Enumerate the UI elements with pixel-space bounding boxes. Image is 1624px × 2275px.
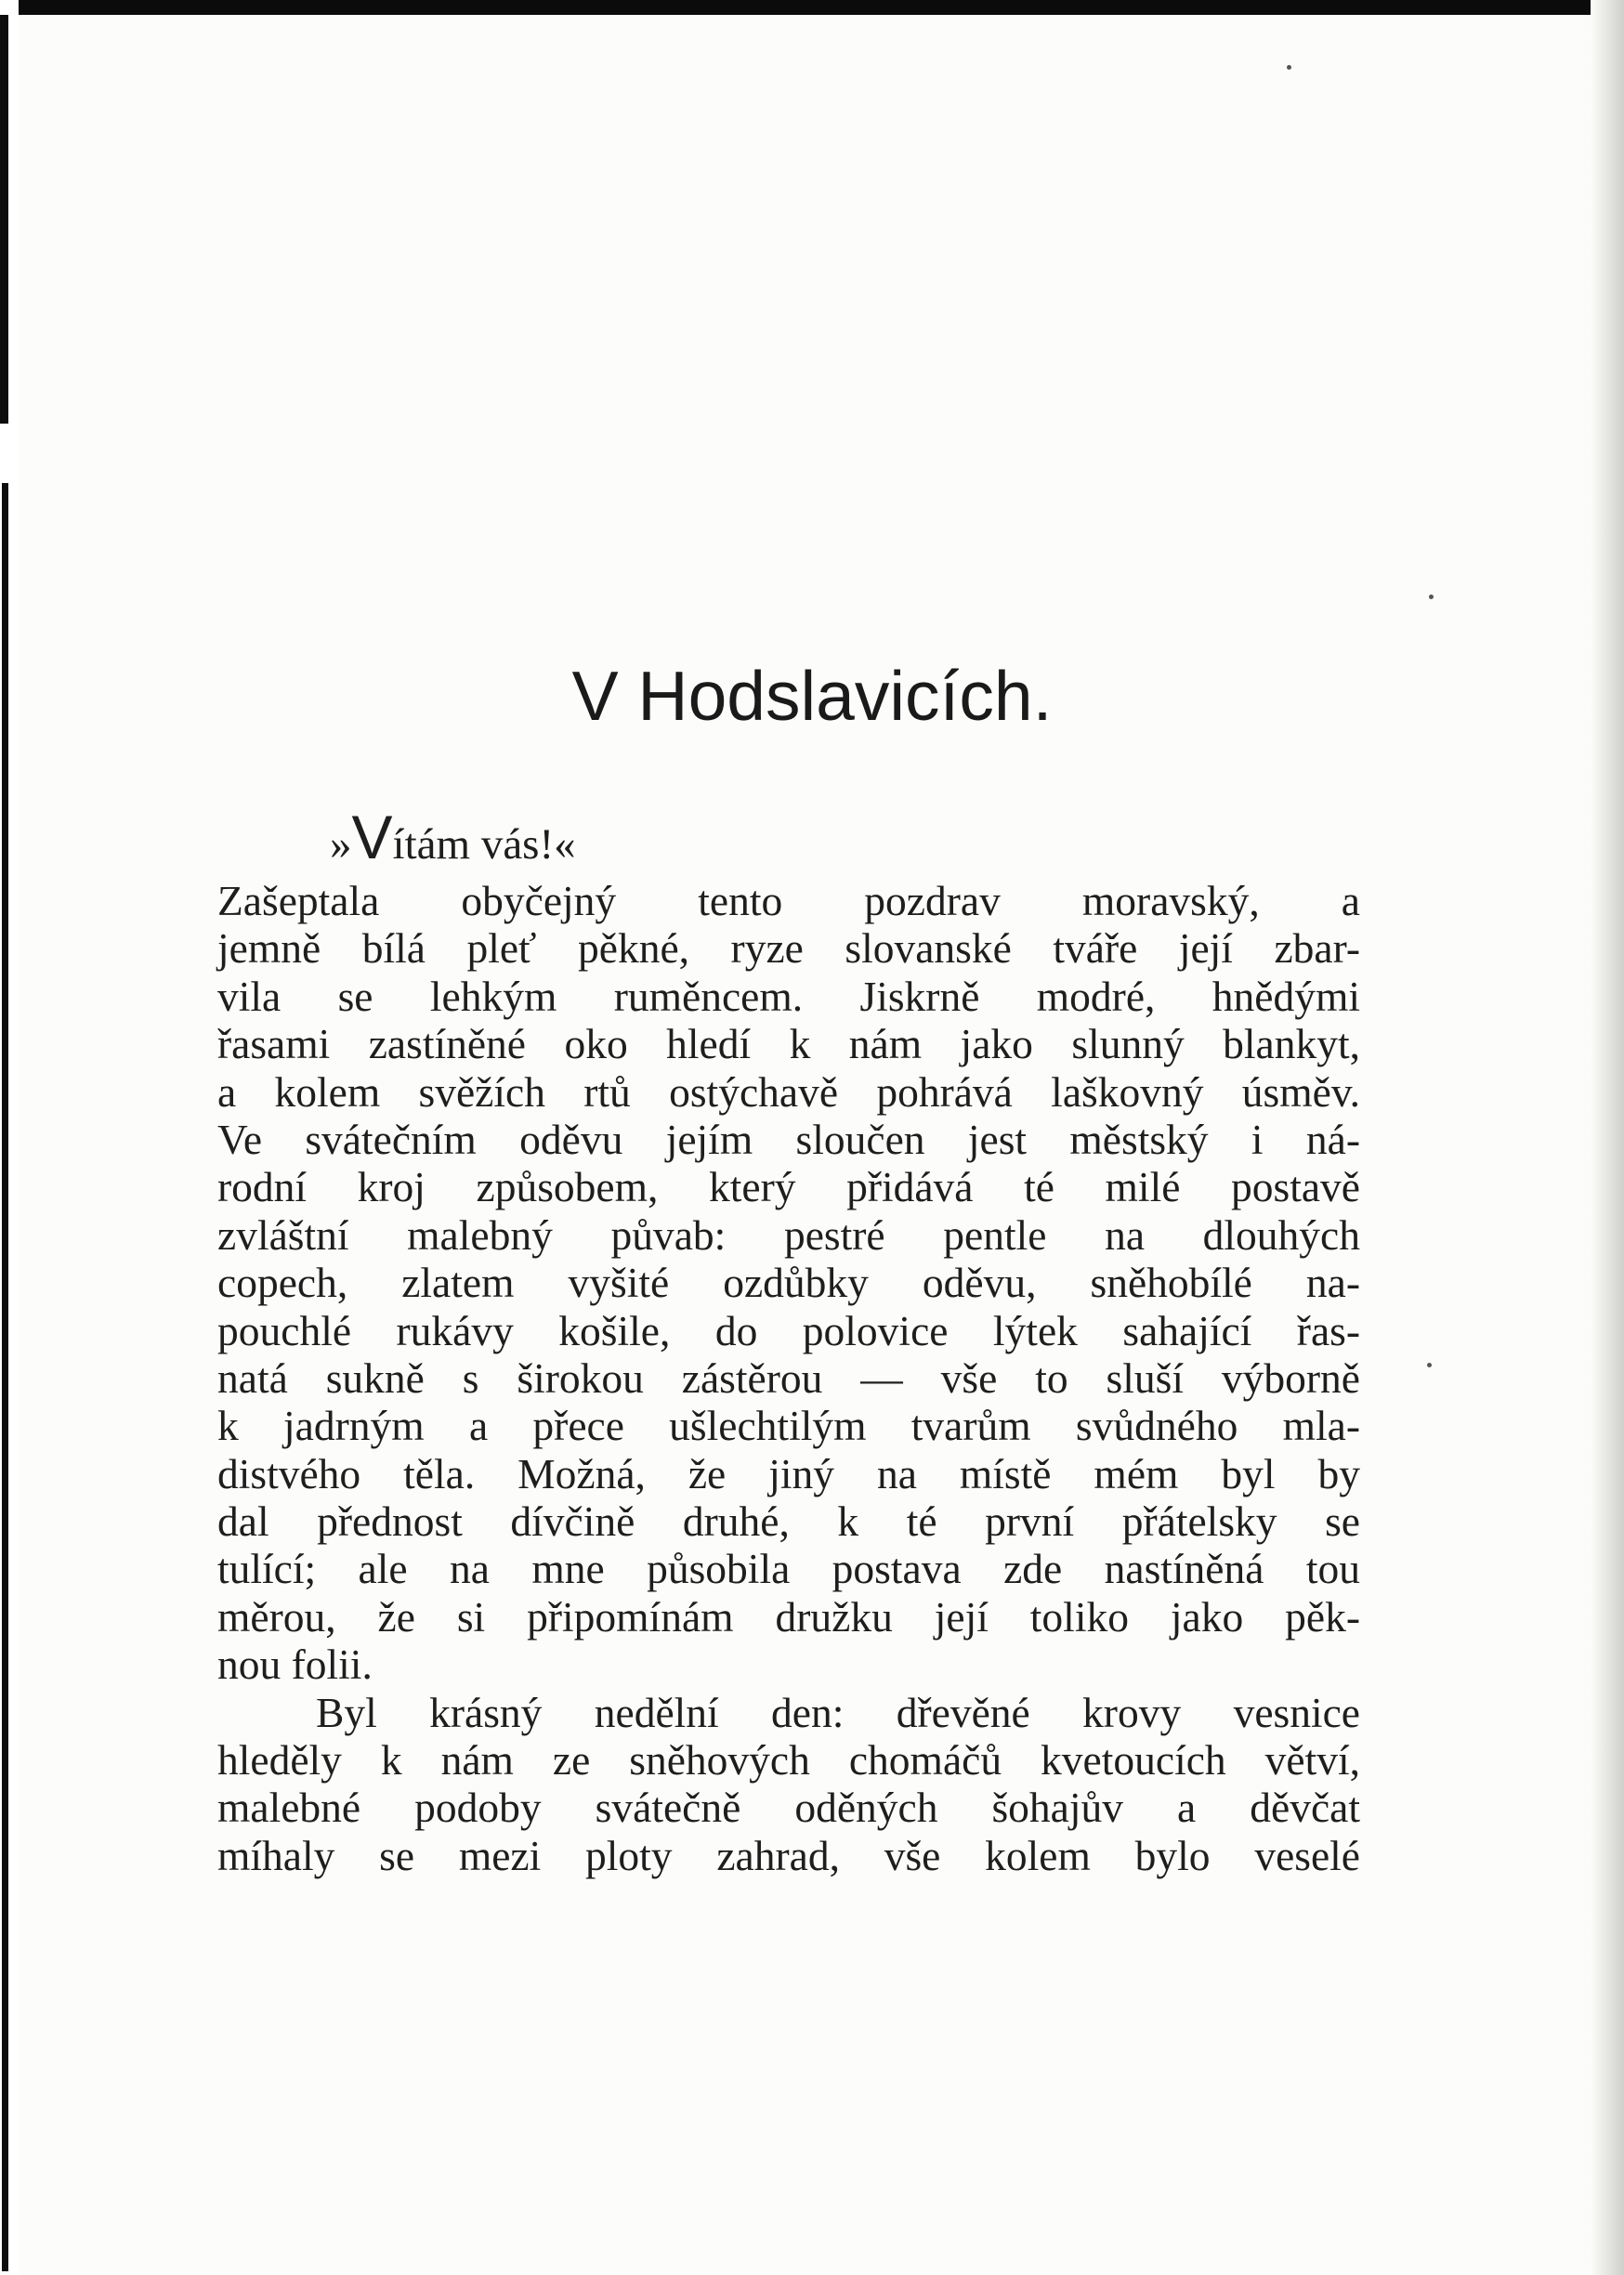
text-line: k jadrným a přece ušlechtilým tvarům svůdného mla-: [217, 1402, 1360, 1450]
text-line: Ve svátečním oděvu jejím sloučen jest městský i ná-: [217, 1115, 1360, 1163]
text-line: dal přednost dívčině druhé, k té první přátelsky se: [217, 1497, 1360, 1546]
text-line: jemně bílá pleť pěkné, ryze slovanské tváře její zbar-: [217, 924, 1360, 973]
text-line: Zašeptala obyčejný tento pozdrav moravský, a: [217, 877, 1360, 924]
text-line: měrou, že si připomínám družku její toliko jako pěk-: [217, 1592, 1360, 1641]
text-line: pouchlé rukávy košile, do polovice lýtek sahající řas-: [217, 1306, 1360, 1354]
paper-speck: [1287, 65, 1291, 70]
text-line: míhaly se mezi ploty zahrad, vše kolem bylo veselé: [217, 1831, 1360, 1879]
text-line: tulící; ale na mne působila postava zde nastíněná tou: [217, 1545, 1360, 1593]
chapter-title: V Hodslavicích.: [571, 657, 1053, 735]
greeting-text: ítám vás!: [392, 820, 555, 869]
text-line: nou folii.: [217, 1641, 373, 1689]
paper-speck: [1429, 595, 1434, 599]
binding-shadow-upper: [0, 15, 8, 424]
paper-speck: [1427, 1363, 1432, 1367]
text-line: natá sukně s širokou zástěrou — vše to sluší výborně: [217, 1353, 1360, 1402]
text-line: Byl krásný nedělní den: dřevěné krovy vesnice: [316, 1688, 1360, 1736]
greeting-line: [330, 803, 576, 871]
text-line: copech, zlatem vyšité ozdůbky oděvu, sněhobílé na-: [217, 1259, 1360, 1307]
text-line: distvého těla. Možná, že jiný na místě mém byl by: [217, 1449, 1360, 1497]
text-line: rodní kroj způsobem, který přidává té milé postavě: [217, 1163, 1360, 1211]
text-line: zvláštní malebný půvab: pestré pentle na dlouhých: [217, 1210, 1360, 1259]
initial-letter: V: [351, 803, 393, 871]
body-text: [217, 877, 1360, 1879]
text-line: hleděly k nám ze sněhových chomáčů kvetoucích větví,: [217, 1736, 1360, 1785]
scan-top-border: [0, 0, 1624, 15]
binding-shadow-lower: [2, 483, 8, 2271]
text-line: vila se lehkým ruměncem. Jiskrně modré, hnědými: [217, 972, 1360, 1020]
text-line: a kolem svěžích rtů ostýchavě pohrává laškovný úsměv.: [217, 1067, 1360, 1116]
text-line: řasami zastíněné oko hledí k nám jako slunný blankyt,: [217, 1020, 1360, 1068]
close-quote: «: [554, 820, 576, 869]
scan-right-shadow: [1591, 0, 1624, 2275]
open-quote: »: [330, 820, 352, 869]
text-line: malebné podoby svátečně oděných šohajův a děvčat: [217, 1784, 1360, 1832]
